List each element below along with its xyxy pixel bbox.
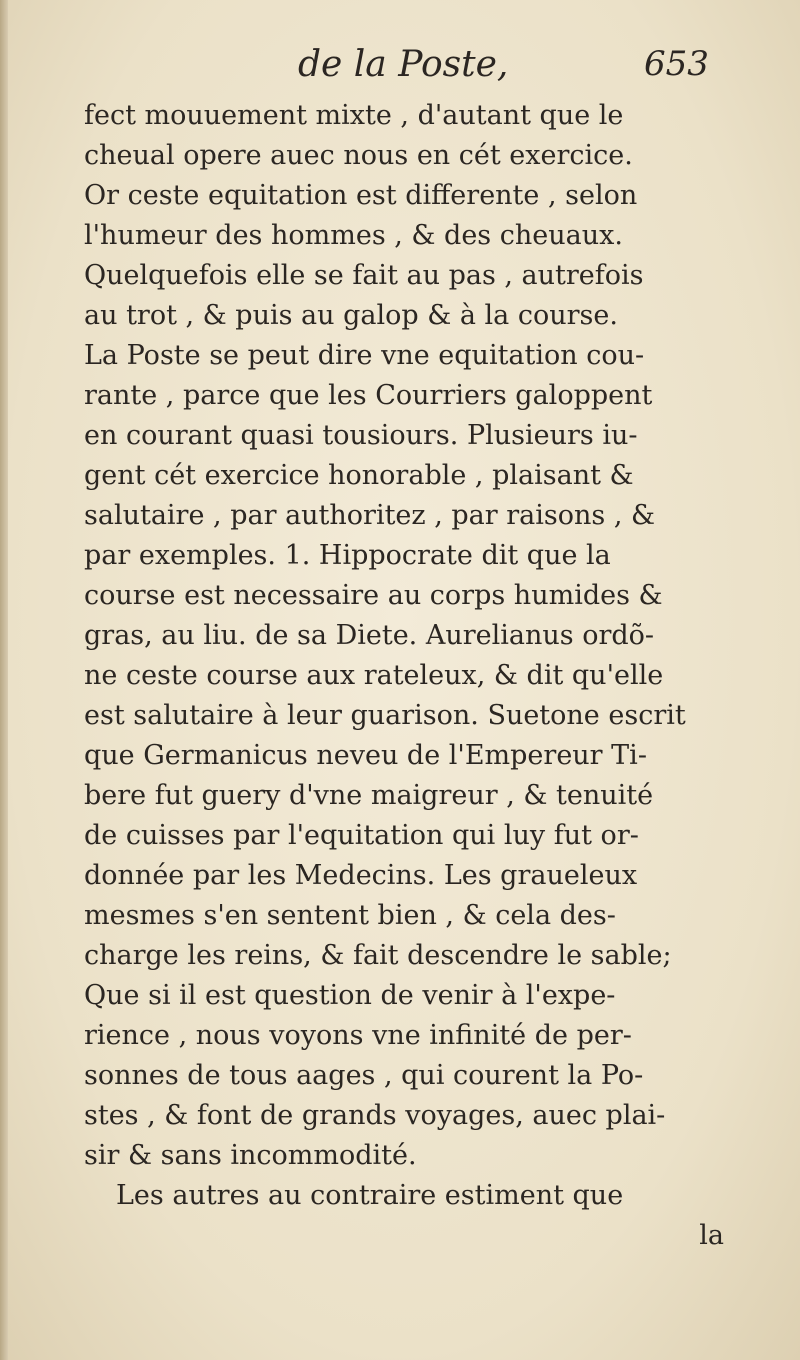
text-line: donnée par les Medecins. Les graueleux: [84, 860, 638, 891]
text-line: Les autres au contraire estiment que: [116, 1180, 624, 1211]
text-line: fect mouuement mixte , d'autant que le: [84, 100, 624, 131]
text-line: salutaire , par authoritez , par raisons , &: [84, 500, 656, 531]
text-line: Quelquefois elle se fait au pas , autrefois: [84, 260, 644, 291]
text-line: rante , parce que les Courriers galoppent: [84, 380, 653, 411]
text-line: l'humeur des hommes , & des cheuaux.: [84, 220, 623, 251]
text-line: sir & sans incommodité.: [84, 1140, 417, 1171]
text-line: Or ceste equitation est differente , selon: [84, 180, 638, 211]
catchword: la: [699, 1220, 724, 1251]
catchword-line: [84, 1216, 724, 1256]
text-line: course est necessaire au corps humides &: [84, 580, 663, 611]
text-line: gent cét exercice honorable , plaisant &: [84, 460, 634, 491]
text-line: de cuisses par l'equitation qui luy fut or-: [84, 820, 639, 851]
body-text: [84, 96, 724, 1256]
text-line: gras, au liu. de sa Diete. Aurelianus ordõ-: [84, 620, 655, 651]
text-line: charge les reins, & fait descendre le sable;: [84, 940, 672, 971]
page-header: [0, 44, 800, 94]
text-line: Que si il est question de venir à l'expe-: [84, 980, 616, 1011]
text-line: que Germanicus neveu de l'Empereur Ti-: [84, 740, 647, 771]
text-line: par exemples. 1. Hippocrate dit que la: [84, 540, 611, 571]
text-line: cheual opere auec nous en cét exercice.: [84, 140, 633, 171]
text-line: est salutaire à leur guarison. Suetone escrit: [84, 700, 686, 731]
text-line: en courant quasi tousiours. Plusieurs iu-: [84, 420, 638, 451]
text-line: bere fut guery d'vne maigreur , & tenuité: [84, 780, 654, 811]
page-binding-edge: [0, 0, 8, 1360]
text-line: ne ceste course aux rateleux, & dit qu'elle: [84, 660, 664, 691]
text-line: sonnes de tous aages , qui courent la Po-: [84, 1060, 644, 1091]
text-line: La Poste se peut dire vne equitation cou-: [84, 340, 645, 371]
text-line: au trot , & puis au galop & à la course.: [84, 300, 618, 331]
text-line: rience , nous voyons vne infinité de per-: [84, 1020, 632, 1051]
page-number: 653: [644, 44, 709, 84]
running-title: de la Poste,: [298, 44, 509, 85]
text-line: stes , & font de grands voyages, auec plai-: [84, 1100, 666, 1131]
text-line: mesmes s'en sentent bien , & cela des-: [84, 900, 616, 931]
